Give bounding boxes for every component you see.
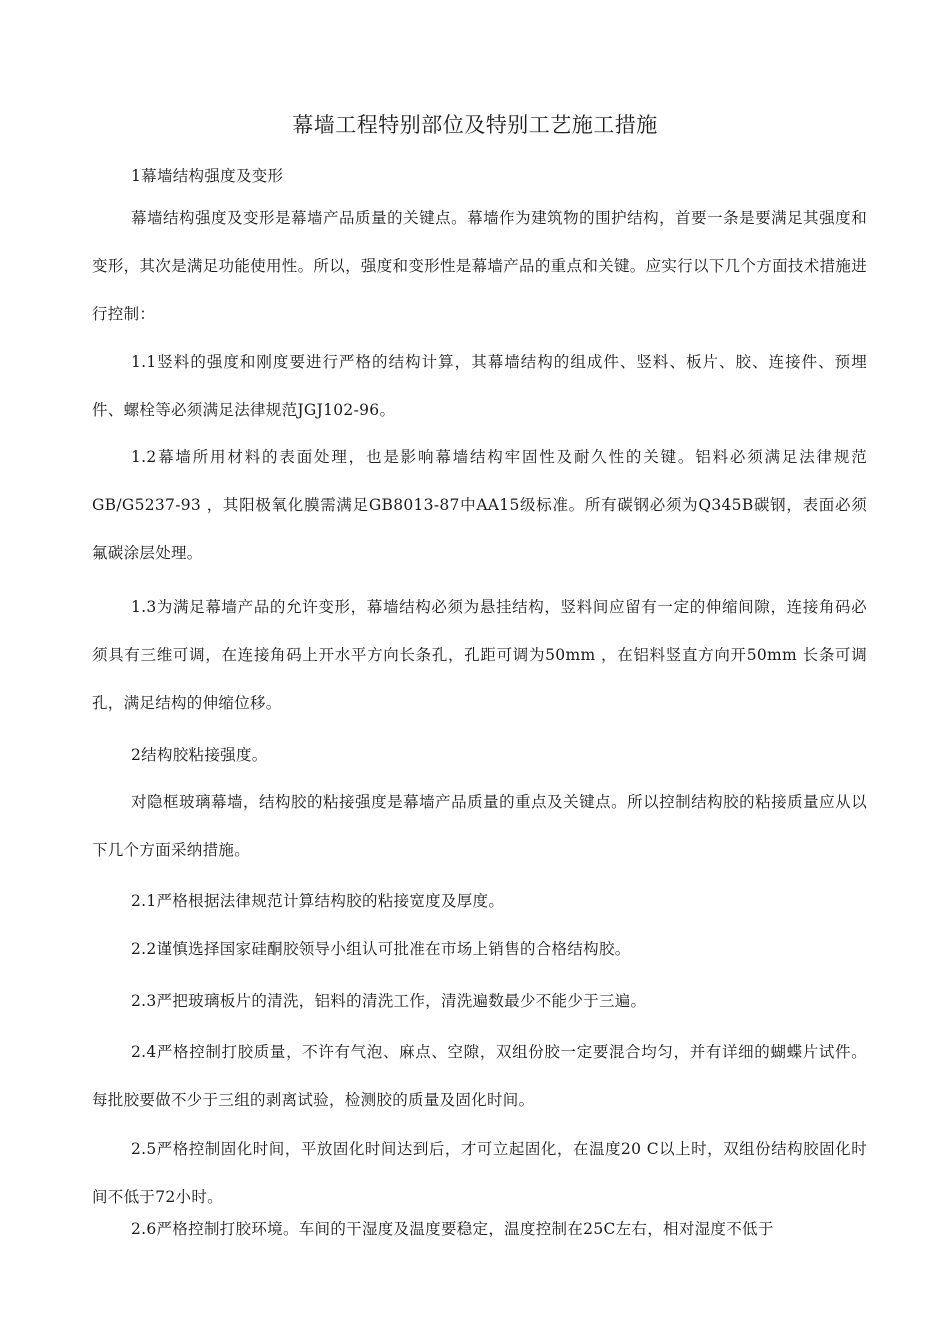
section-heading-1: 1幕墙结构强度及变形 xyxy=(131,167,284,185)
paragraph: 2.1严格根据法律规范计算结构胶的粘接宽度及厚度。 xyxy=(131,892,505,910)
paragraph: 2.3严把玻璃板片的清洗，铝料的清洗工作，清洗遍数最少不能少于三遍。 xyxy=(131,992,647,1010)
paragraph: 2.2谨慎选择国家硅酮胶领导小组认可批准在市场上销售的合格结构胶。 xyxy=(131,940,631,958)
paragraph: 2.4严格控制打胶质量，不许有气泡、麻点、空隙，双组份胶一定要混合均匀，并有详细的蝴蝶片试件。每批胶要做不少于三组的剥离试验，检测胶的质量及固化时间。 xyxy=(92,1043,867,1109)
paragraph: 幕墙结构强度及变形是幕墙产品质量的关键点。幕墙作为建筑物的围护结构，首要一条是要满足其强度和变形，其次是满足功能使用性。所以，强度和变形性是幕墙产品的重点和关键。应实行以下几个方面技术措施进行控制： xyxy=(92,209,867,323)
paragraph: 对隐框玻璃幕墙，结构胶的粘接强度是幕墙产品质量的重点及关键点。所以控制结构胶的粘接质量应从以下几个方面采纳措施。 xyxy=(92,793,867,859)
paragraph: 1.2幕墙所用材料的表面处理，也是影响幕墙结构牢固性及耐久性的关键。铝料必须满足法律规范GB/G5237-93 ，其阳极氧化膜需满足GB8013-87中AA15级标准。所有碳钢必须为Q345B碳钢，表面必须氟碳涂层处理。 xyxy=(92,448,867,562)
paragraph: 2.6严格控制打胶环境。车间的干湿度及温度要稳定，温度控制在25C左右，相对湿度不低于 xyxy=(131,1220,774,1238)
document-title: 幕墙工程特别部位及特别工艺施工措施 xyxy=(292,113,658,137)
section-heading-2: 2结构胶粘接强度。 xyxy=(131,746,268,764)
paragraph: 1.3为满足幕墙产品的允许变形，幕墙结构必须为悬挂结构，竖料间应留有一定的伸缩间隙，连接角码必须具有三维可调，在连接角码上开水平方向长条孔，孔距可调为50mm ，在铝料竖直方向开50mm 长条可调孔，满足结构的伸缩位移。 xyxy=(92,598,867,712)
paragraph: 1.1竖料的强度和刚度要进行严格的结构计算，其幕墙结构的组成件、竖料、板片、胶、连接件、预埋件、螺栓等必须满足法律规范JGJ102-96。 xyxy=(92,353,867,419)
paragraph: 2.5严格控制固化时间，平放固化时间达到后，才可立起固化，在温度20 C以上时，双组份结构胶固化时间不低于72小时。 xyxy=(92,1140,867,1206)
